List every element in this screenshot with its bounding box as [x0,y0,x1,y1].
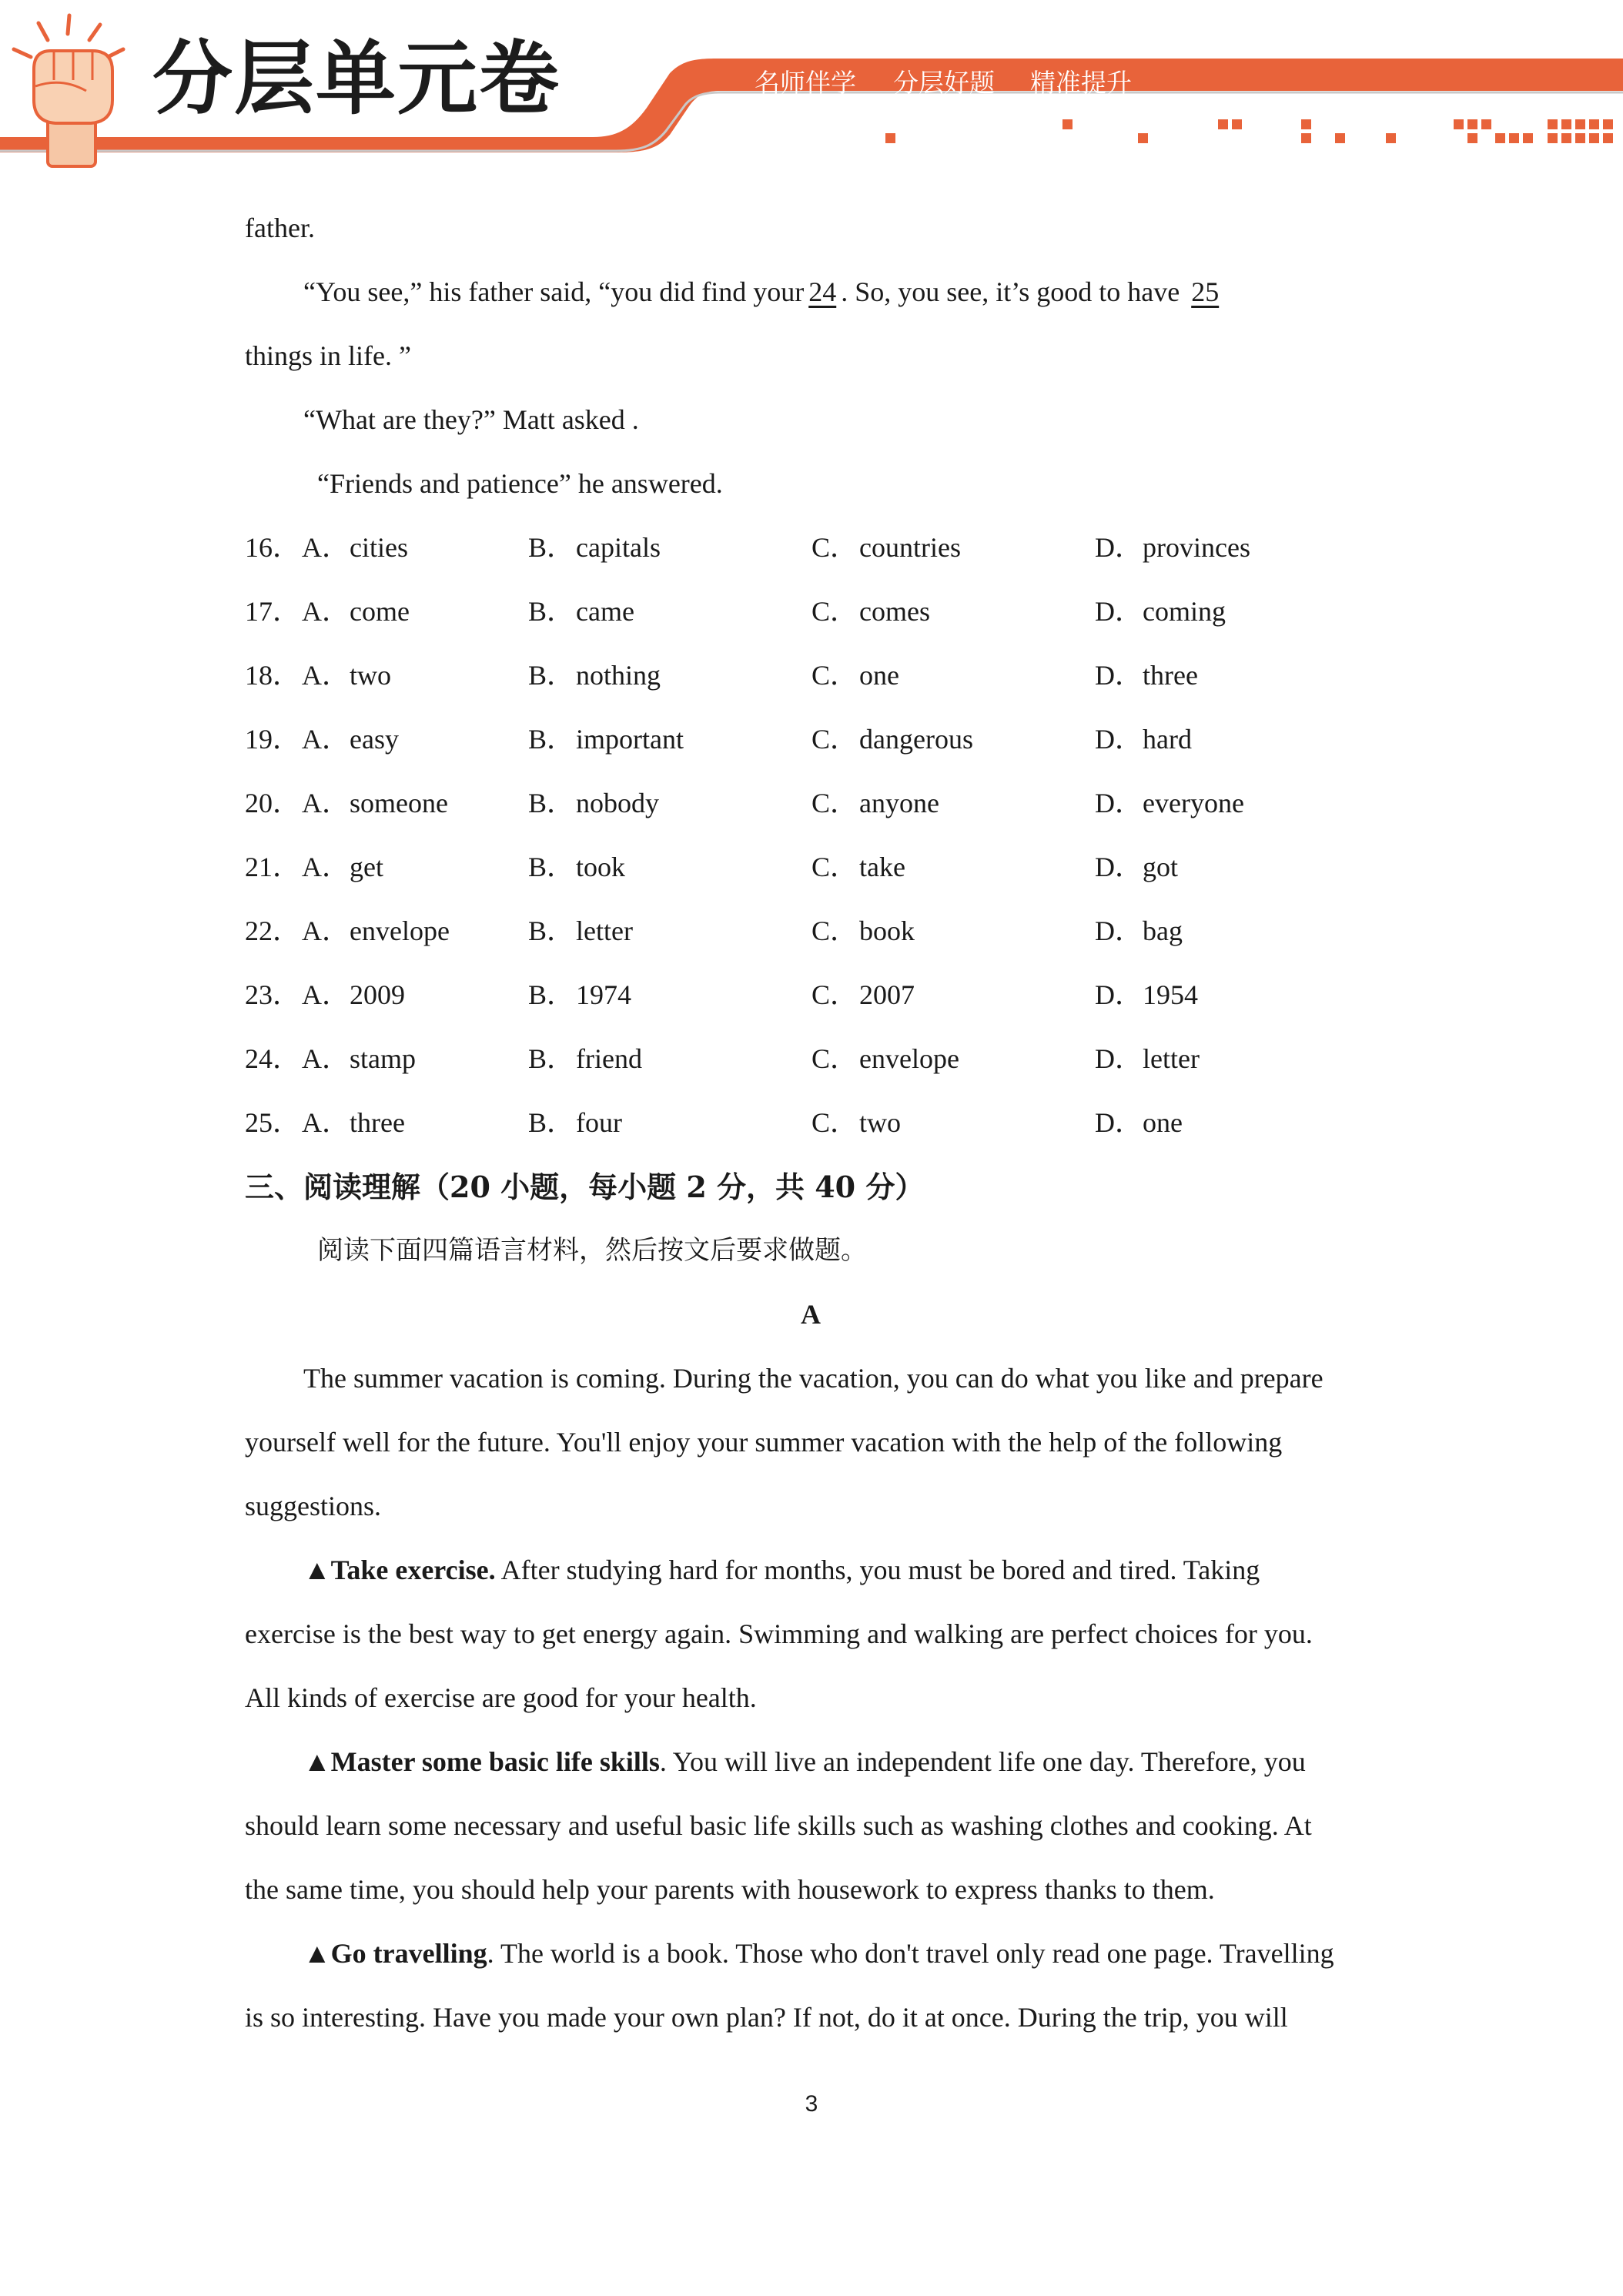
passage-label: A [801,1299,821,1330]
question-number: 21． [245,852,301,882]
option-d: D．three [1095,660,1198,691]
question-row [245,899,1377,963]
option-d: D．got [1095,852,1179,882]
question-row [245,1027,1377,1091]
option-a: A．three [302,1107,405,1138]
option-d: D．provinces [1095,532,1250,563]
option-d: D．coming [1095,596,1226,627]
section-instruction: 阅读下面四篇语言材料，然后按文后要求做题。 [317,1235,867,1266]
brand-title: 分层单元卷 [152,32,561,126]
option-b: B．nothing [528,660,661,691]
question-number: 17． [245,596,301,627]
paragraph-line: should learn some necessary and useful basic life skills such as washing clothes and cooking. At [245,1810,1312,1841]
option-a: A．easy [302,724,399,755]
option-b: B．nobody [528,788,659,818]
question-number: 24． [245,1043,301,1074]
question-number: 23． [245,979,301,1010]
paragraph-line: is so interesting. Have you made your own plan? If not, do it at once. During the trip, you will [245,2002,1288,2033]
paragraph-line: exercise is the best way to get energy again. Swimming and walking are perfect choices for you. [245,1618,1313,1649]
tip-exercise-line: ▲Take exercise. After studying hard for months, you must be bored and tired. Taking [303,1555,1260,1585]
option-c: C．two [812,1107,901,1138]
tip-title: ▲Master some basic life skills [303,1746,660,1777]
option-c: C．envelope [812,1043,959,1074]
slogan-2: 分层好题 [893,68,995,98]
question-row [245,516,1377,580]
question-row [245,644,1377,708]
question-row [245,835,1377,899]
passage-line: things in life. ” [245,340,411,371]
question-row [245,771,1377,835]
question-number: 18． [245,660,301,691]
paragraph-line: yourself well for the future. You'll enjoy your summer vacation with the help of the following [245,1427,1283,1458]
question-number: 25． [245,1107,301,1138]
option-a: A．get [302,852,383,882]
question-row [245,580,1377,644]
option-b: B．came [528,596,634,627]
option-a: A．stamp [302,1043,416,1074]
page-header [0,0,1623,177]
passage-line-blanks [245,260,1377,324]
option-b: B．important [528,724,684,755]
option-c: C．dangerous [812,724,973,755]
passage-text: . So, you see, it’s good to have [841,276,1180,307]
paragraph-line: suggestions. [245,1491,382,1521]
option-d: D．one [1095,1107,1183,1138]
option-a: A．cities [302,532,408,563]
option-a: A．envelope [302,915,450,946]
option-c: C．anyone [812,788,939,818]
option-b: B．letter [528,915,633,946]
question-list [245,516,1377,1155]
passage-line: father. [245,213,315,243]
paragraph-line: All kinds of exercise are good for your health. [245,1682,757,1713]
option-d: D．everyone [1095,788,1244,818]
paragraph-line: The summer vacation is coming. During the vacation, you can do what you like and prepare [303,1363,1323,1394]
tip-skills-line: ▲Master some basic life skills. You will live an independent life one day. Therefore, you [303,1746,1306,1777]
tip-travel-line: ▲Go travelling. The world is a book. Those who don't travel only read one page. Travelling [303,1938,1334,1969]
option-c: C．one [812,660,899,691]
section-heading: 三、阅读理解（20 小题，每小题 2 分，共 40 分） [245,1170,925,1204]
option-d: D．1954 [1095,979,1198,1010]
tip-title: ▲Take exercise. [303,1555,496,1585]
question-row [245,708,1377,771]
option-b: B．1974 [528,979,631,1010]
question-number: 16． [245,532,301,563]
option-b: B．took [528,852,626,882]
tip-title: ▲Go travelling [303,1938,487,1969]
passage-text: “You see,” his father said, “you did find your [303,276,805,307]
page-number: 3 [805,2091,818,2117]
paragraph-line: the same time, you should help your parents with housework to express thanks to them. [245,1874,1215,1905]
blank-24: 24 [808,276,837,307]
option-d: D．bag [1095,915,1183,946]
option-b: B．four [528,1107,622,1138]
option-a: A．someone [302,788,448,818]
option-c: C．take [812,852,905,882]
blank-25: 25 [1191,276,1220,307]
option-d: D．hard [1095,724,1192,755]
option-a: A．come [302,596,410,627]
option-d: D．letter [1095,1043,1200,1074]
question-row [245,1091,1377,1155]
question-number: 20． [245,788,301,818]
option-c: C．book [812,915,915,946]
question-number: 19． [245,724,301,755]
option-b: B．capitals [528,532,661,563]
passage-line: “Friends and patience” he answered. [317,468,723,499]
option-a: A．two [302,660,391,691]
question-number: 22． [245,915,301,946]
option-c: C．countries [812,532,961,563]
option-c: C．comes [812,596,930,627]
passage-line: “What are they?” Matt asked . [303,404,639,435]
page-content [245,196,1377,2050]
option-c: C．2007 [812,979,915,1010]
option-a: A．2009 [302,979,405,1010]
slogan-3: 精准提升 [1030,68,1132,98]
question-row [245,963,1377,1027]
option-b: B．friend [528,1043,642,1074]
slogan-1: 名师伴学 [755,68,856,98]
